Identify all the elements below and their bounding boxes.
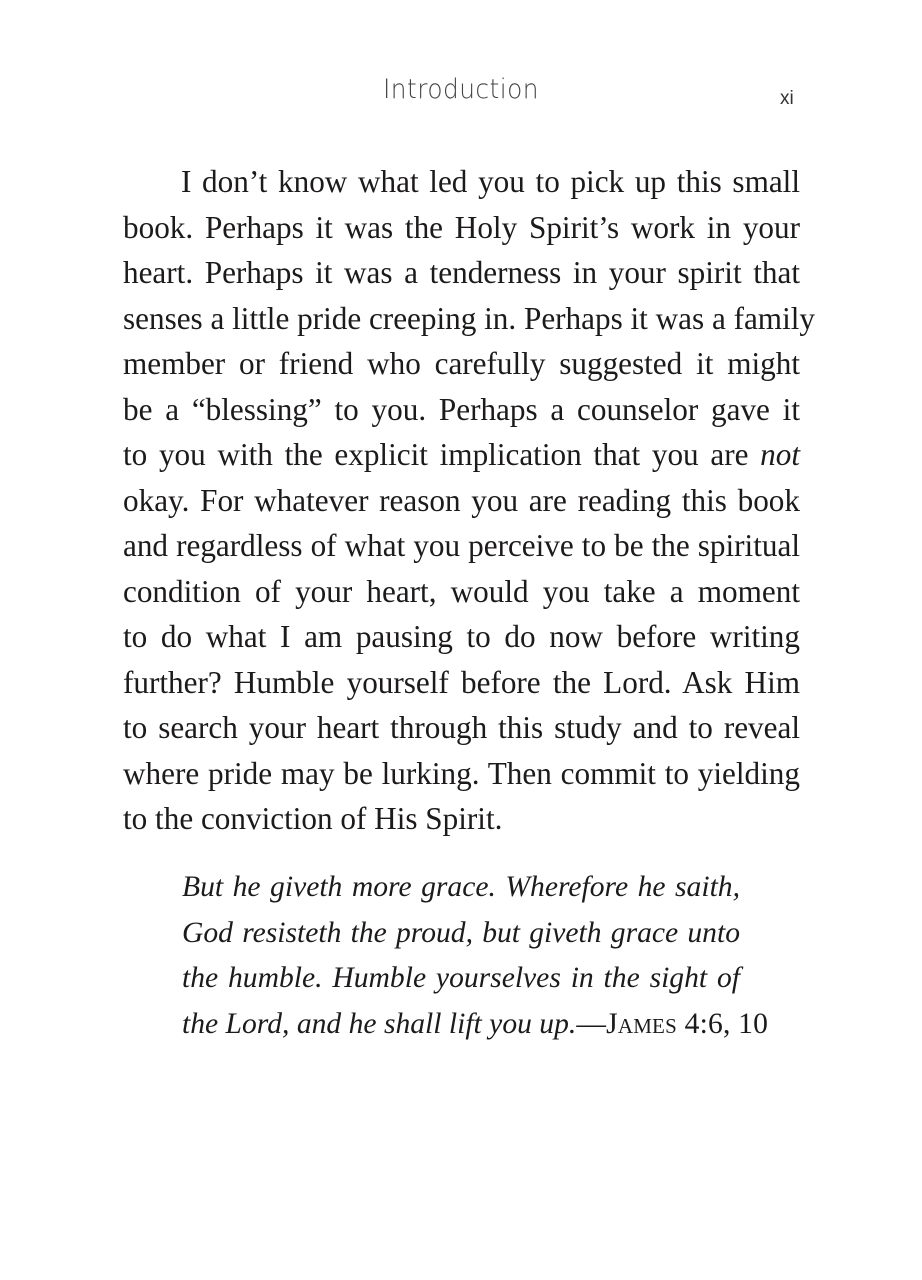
paragraph-line: to do what I am pausing to do now before writing <box>123 619 800 654</box>
paragraph-line: to the conviction of His Spirit. <box>123 801 503 836</box>
paragraph-line: heart. Perhaps it was a tenderness in your spirit that <box>123 255 800 290</box>
page-number: xi <box>780 88 794 109</box>
quote-line: the humble. Humble yourselves in the sight of <box>182 962 740 994</box>
emphasized-word: not <box>760 437 800 472</box>
paragraph-line: senses a little pride creeping in. Perhaps it was a family <box>123 300 815 336</box>
paragraph-line-text: to you with the explicit implication that you are <box>123 437 761 472</box>
quote-line <box>182 1002 769 1048</box>
paragraph-line: member or friend who carefully suggested it might <box>123 346 800 381</box>
paragraph-line: be a “blessing” to you. Perhaps a counselor gave it <box>123 391 800 427</box>
body-paragraph <box>123 159 815 842</box>
scripture-quote <box>182 865 769 1047</box>
quote-line-text: the Lord, and he shall lift you up. <box>182 1007 577 1040</box>
running-head-title: Introduction <box>383 74 539 105</box>
paragraph-line: condition of your heart, would you take a moment <box>123 573 800 609</box>
paragraph-line <box>123 432 800 478</box>
paragraph-line: book. Perhaps it was the Holy Spirit’s work in your <box>123 209 800 245</box>
quote-line: God resisteth the proud, but giveth grace unto <box>182 916 740 949</box>
paragraph-line: where pride may be lurking. Then commit to yielding <box>123 755 800 791</box>
scripture-citation: —James 4:6, 10 <box>576 1007 769 1040</box>
quote-line: But he giveth more grace. Wherefore he saith, <box>182 871 740 903</box>
paragraph-line: further? Humble yourself before the Lord. Ask Him <box>123 664 800 700</box>
paragraph-line: to search your heart through this study and to reveal <box>123 710 800 745</box>
paragraph-line: okay. For whatever reason you are reading this book <box>123 482 800 518</box>
paragraph-line: and regardless of what you perceive to be the spiritual <box>123 528 800 563</box>
paragraph-line: I don’t know what led you to pick up this small <box>181 164 800 199</box>
